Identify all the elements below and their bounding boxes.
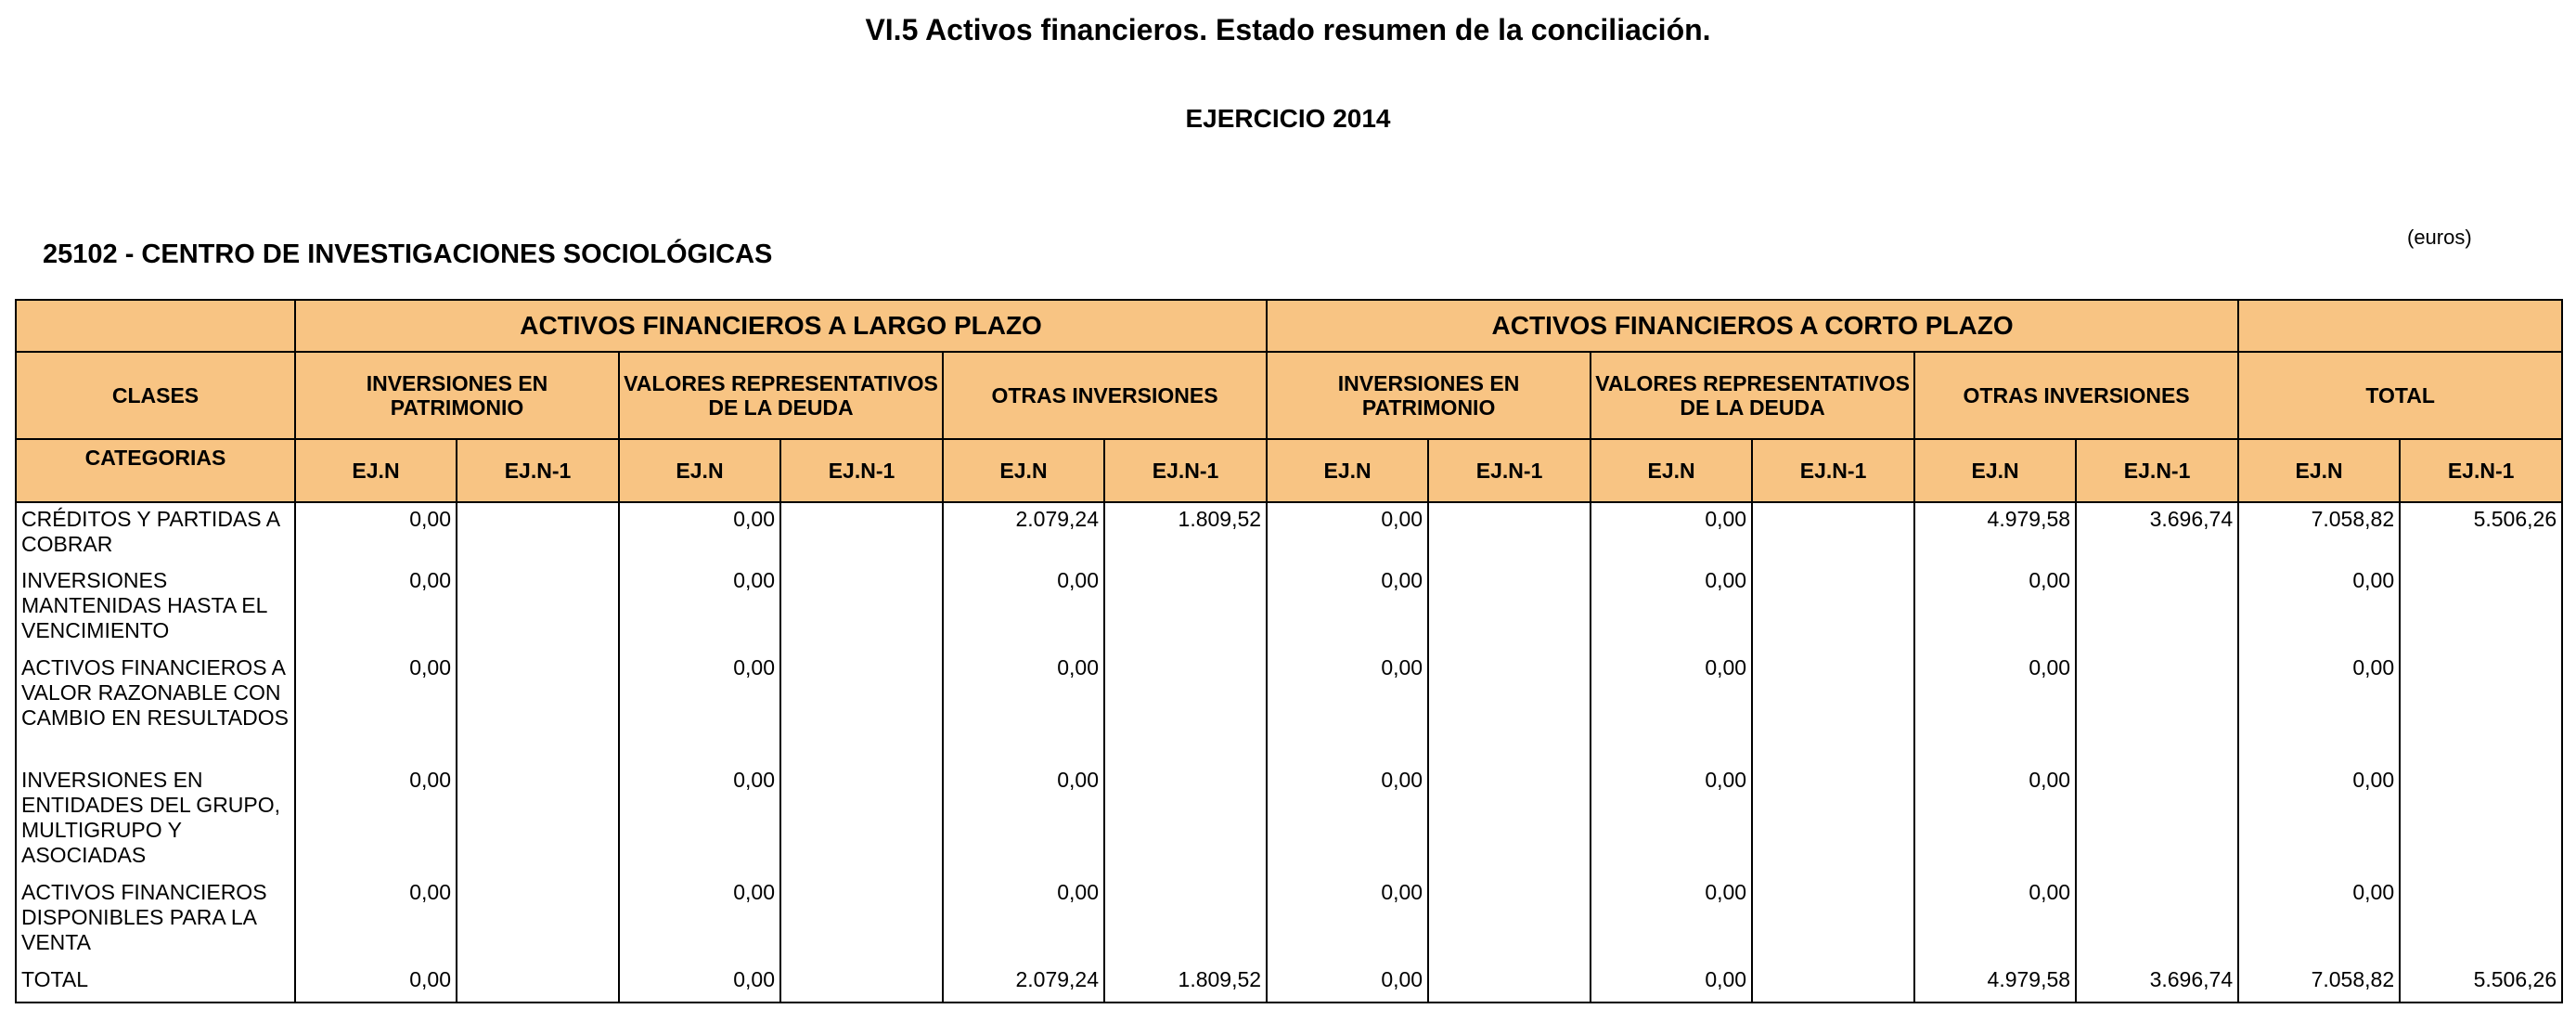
header-corner xyxy=(16,300,295,352)
row-label: TOTAL xyxy=(16,964,295,1003)
cell-value: 0,00 xyxy=(2238,764,2400,876)
cell-value xyxy=(1752,652,1914,764)
cell-value: 0,00 xyxy=(1267,876,1428,964)
cell-value xyxy=(2400,564,2562,652)
cell-value: 3.696,74 xyxy=(2076,964,2238,1003)
cell-value xyxy=(2076,652,2238,764)
header-short-term: ACTIVOS FINANCIEROS A CORTO PLAZO xyxy=(1267,300,2238,352)
cell-value xyxy=(780,502,943,564)
cell-value: 0,00 xyxy=(295,652,457,764)
row-label: CRÉDITOS Y PARTIDAS A COBRAR xyxy=(16,502,295,564)
cell-value: 2.079,24 xyxy=(943,964,1104,1003)
cell-value: 7.058,82 xyxy=(2238,502,2400,564)
cell-value: 5.506,26 xyxy=(2400,502,2562,564)
table-row xyxy=(16,502,2562,564)
cell-value: 0,00 xyxy=(295,764,457,876)
header-ejn: EJ.N xyxy=(1591,439,1752,502)
table-row-total xyxy=(16,964,2562,1003)
cell-value xyxy=(1104,564,1267,652)
cell-value xyxy=(2076,876,2238,964)
row-label: INVERSIONES MANTENIDAS HASTA EL VENCIMIENTO xyxy=(16,564,295,652)
header-ejn: EJ.N xyxy=(1267,439,1428,502)
header-lp-inv-patrimonio: INVERSIONES EN PATRIMONIO xyxy=(295,352,619,439)
table-row xyxy=(16,764,2562,876)
cell-value: 0,00 xyxy=(1591,964,1752,1003)
cell-value xyxy=(1752,564,1914,652)
cell-value: 0,00 xyxy=(943,764,1104,876)
header-ejn1: EJ.N-1 xyxy=(1104,439,1267,502)
cell-value: 7.058,82 xyxy=(2238,964,2400,1003)
header-ejn1: EJ.N-1 xyxy=(2076,439,2238,502)
cell-value: 0,00 xyxy=(295,964,457,1003)
cell-value: 0,00 xyxy=(1267,964,1428,1003)
row-label: ACTIVOS FINANCIEROS DISPONIBLES PARA LA VENTA xyxy=(16,876,295,964)
cell-value: 0,00 xyxy=(943,876,1104,964)
cell-value: 0,00 xyxy=(2238,876,2400,964)
cell-value: 5.506,26 xyxy=(2400,964,2562,1003)
cell-value xyxy=(1104,876,1267,964)
cell-value xyxy=(457,652,619,764)
header-ejn1: EJ.N-1 xyxy=(780,439,943,502)
cell-value: 4.979,58 xyxy=(1914,964,2076,1003)
cell-value: 4.979,58 xyxy=(1914,502,2076,564)
cell-value: 0,00 xyxy=(1591,652,1752,764)
header-ejn: EJ.N xyxy=(619,439,780,502)
table-row xyxy=(16,876,2562,964)
header-long-term: ACTIVOS FINANCIEROS A LARGO PLAZO xyxy=(295,300,1267,352)
cell-value: 0,00 xyxy=(1914,876,2076,964)
cell-value xyxy=(1428,964,1591,1003)
cell-value: 0,00 xyxy=(1267,502,1428,564)
cell-value: 0,00 xyxy=(1591,876,1752,964)
header-cp-valores-deuda: VALORES REPRESENTATIVOS DE LA DEUDA xyxy=(1591,352,1914,439)
cell-value: 0,00 xyxy=(619,876,780,964)
header-ejn: EJ.N xyxy=(943,439,1104,502)
cell-value xyxy=(2400,876,2562,964)
cell-value: 0,00 xyxy=(295,876,457,964)
cell-value xyxy=(457,564,619,652)
header-cp-inv-patrimonio: INVERSIONES EN PATRIMONIO xyxy=(1267,352,1591,439)
cell-value xyxy=(1752,964,1914,1003)
row-label: ACTIVOS FINANCIEROS A VALOR RAZONABLE CON CAMBIO EN RESULTADOS xyxy=(16,652,295,764)
header-clases: CLASES xyxy=(16,352,295,439)
cell-value xyxy=(1428,764,1591,876)
cell-value: 0,00 xyxy=(619,964,780,1003)
cell-value: 0,00 xyxy=(619,652,780,764)
cell-value: 0,00 xyxy=(943,652,1104,764)
cell-value: 0,00 xyxy=(295,502,457,564)
cell-value xyxy=(1428,652,1591,764)
cell-value: 1.809,52 xyxy=(1104,964,1267,1003)
header-ejn1: EJ.N-1 xyxy=(2400,439,2562,502)
cell-value xyxy=(457,764,619,876)
cell-value xyxy=(1428,564,1591,652)
cell-value xyxy=(1752,876,1914,964)
header-cp-otras-inversiones: OTRAS INVERSIONES xyxy=(1914,352,2238,439)
cell-value: 2.079,24 xyxy=(943,502,1104,564)
cell-value: 0,00 xyxy=(1267,764,1428,876)
cell-value: 0,00 xyxy=(2238,652,2400,764)
cell-value: 0,00 xyxy=(1914,764,2076,876)
cell-value xyxy=(1104,764,1267,876)
cell-value xyxy=(780,964,943,1003)
cell-value: 1.809,52 xyxy=(1104,502,1267,564)
cell-value xyxy=(780,652,943,764)
cell-value: 0,00 xyxy=(1914,652,2076,764)
header-ejn1: EJ.N-1 xyxy=(457,439,619,502)
cell-value: 0,00 xyxy=(1591,764,1752,876)
cell-value xyxy=(2400,652,2562,764)
cell-value: 0,00 xyxy=(295,564,457,652)
header-lp-valores-deuda: VALORES REPRESENTATIVOS DE LA DEUDA xyxy=(619,352,943,439)
header-ejn: EJ.N xyxy=(2238,439,2400,502)
cell-value xyxy=(1428,876,1591,964)
row-label: INVERSIONES EN ENTIDADES DEL GRUPO, MULTIGRUPO Y ASOCIADAS xyxy=(16,764,295,876)
header-ejn1: EJ.N-1 xyxy=(1752,439,1914,502)
page-subtitle: EJERCICIO 2014 xyxy=(1185,104,1391,133)
table-row xyxy=(16,652,2562,764)
cell-value xyxy=(780,876,943,964)
cell-value: 0,00 xyxy=(619,502,780,564)
cell-value xyxy=(2076,564,2238,652)
table-row xyxy=(16,564,2562,652)
reconciliation-table xyxy=(15,299,2563,1003)
cell-value xyxy=(457,876,619,964)
cell-value: 0,00 xyxy=(1591,564,1752,652)
cell-value: 0,00 xyxy=(1914,564,2076,652)
cell-value: 0,00 xyxy=(619,564,780,652)
entity-name: 25102 - CENTRO DE INVESTIGACIONES SOCIOLÓGICAS xyxy=(43,239,773,269)
cell-value xyxy=(2400,764,2562,876)
cell-value xyxy=(457,964,619,1003)
cell-value xyxy=(1104,652,1267,764)
header-total-top xyxy=(2238,300,2562,352)
units-label: (euros) xyxy=(2407,226,2472,249)
cell-value xyxy=(2076,764,2238,876)
cell-value xyxy=(1752,764,1914,876)
cell-value: 3.696,74 xyxy=(2076,502,2238,564)
cell-value xyxy=(1752,502,1914,564)
cell-value: 0,00 xyxy=(1591,502,1752,564)
cell-value: 0,00 xyxy=(2238,564,2400,652)
cell-value xyxy=(780,764,943,876)
header-ejn: EJ.N xyxy=(295,439,457,502)
cell-value xyxy=(457,502,619,564)
header-ejn: EJ.N xyxy=(1914,439,2076,502)
cell-value: 0,00 xyxy=(943,564,1104,652)
header-total: TOTAL xyxy=(2238,352,2562,439)
cell-value: 0,00 xyxy=(1267,652,1428,764)
header-lp-otras-inversiones: OTRAS INVERSIONES xyxy=(943,352,1267,439)
cell-value xyxy=(1428,502,1591,564)
cell-value: 0,00 xyxy=(1267,564,1428,652)
header-categorias: CATEGORIAS xyxy=(16,439,295,502)
cell-value: 0,00 xyxy=(619,764,780,876)
header-ejn1: EJ.N-1 xyxy=(1428,439,1591,502)
cell-value xyxy=(780,564,943,652)
page-title: VI.5 Activos financieros. Estado resumen de la conciliación. xyxy=(865,13,1711,46)
